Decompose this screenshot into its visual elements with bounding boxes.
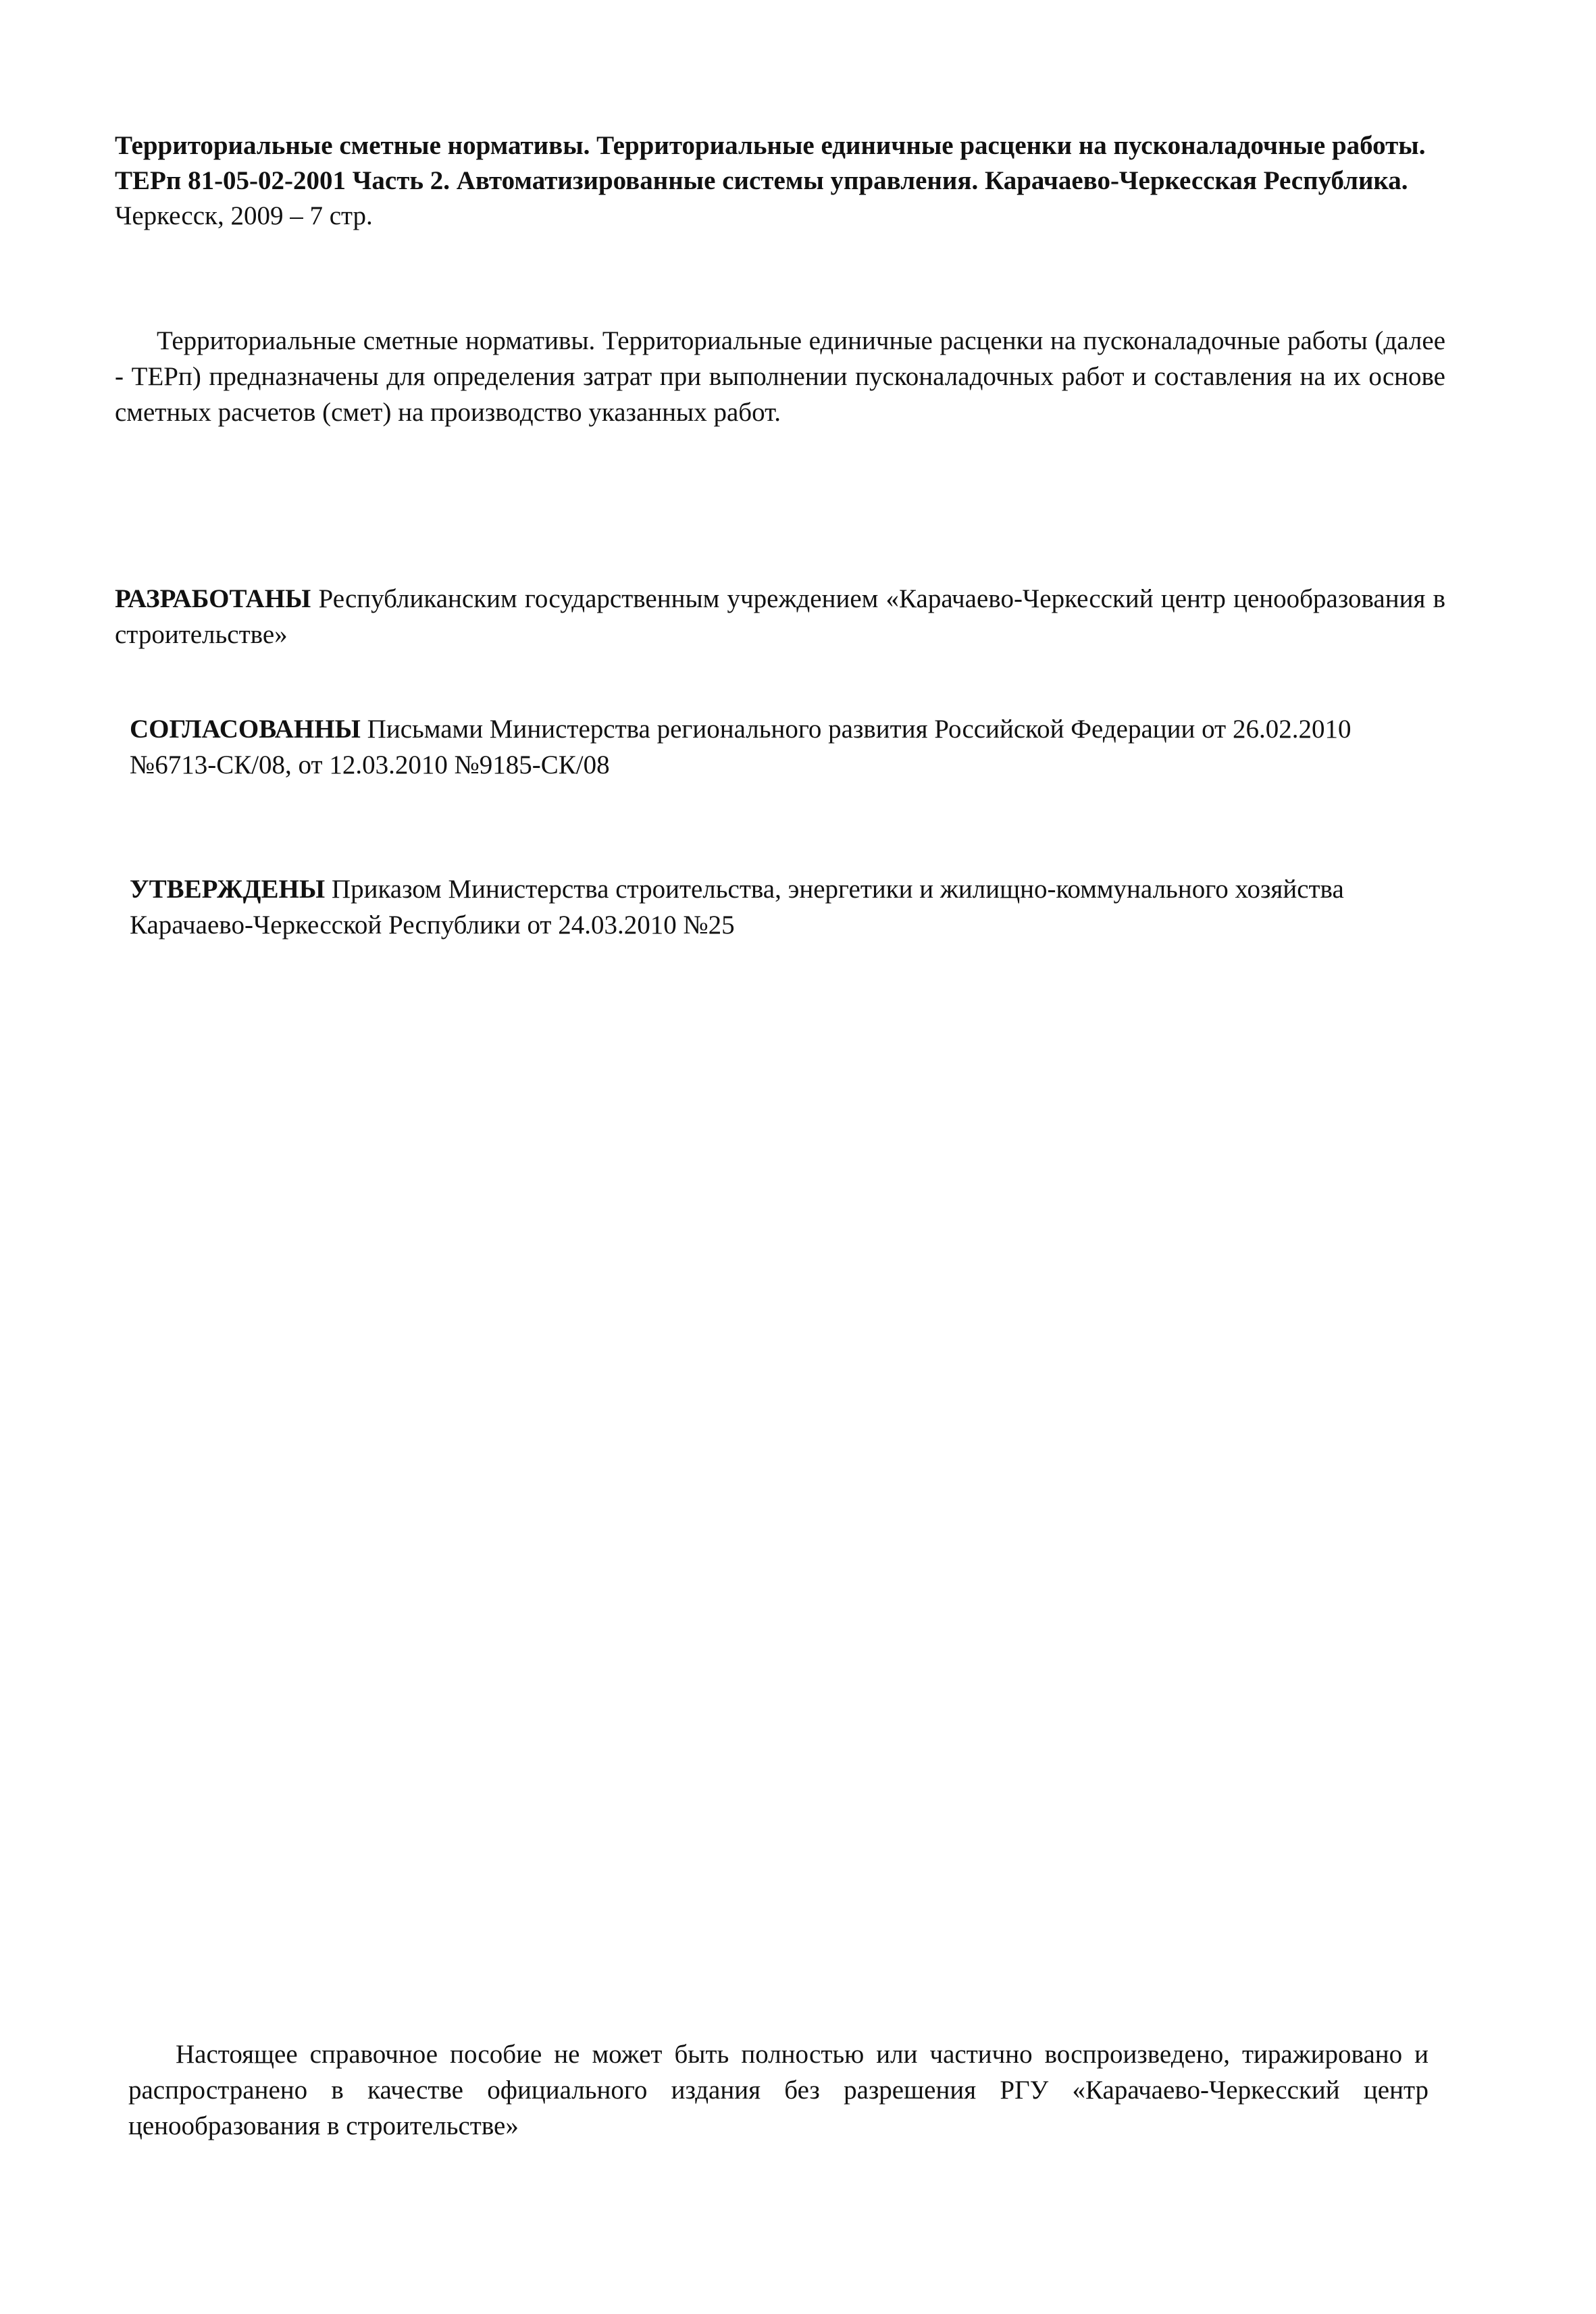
- imprint-line: Черкесск, 2009 – 7 стр.: [115, 201, 373, 230]
- agreed-section: [130, 711, 1413, 783]
- developed-text: Республиканским государственным учреждением «Карачаево-Черкесский центр ценообразования в строительстве»: [115, 584, 1445, 649]
- agreed-label: СОГЛАСОВАННЫ: [130, 715, 361, 744]
- approved-text: Приказом Министерства строительства, энергетики и жилищно-коммунального хозяйства Карачаево-Черкесской Республики от 24.03.2010 №25: [130, 875, 1344, 940]
- agreed-text: Письмами Министерства регионального развития Российской Федерации от 26.02.2010 №6713-СК/08, от 12.03.2010 №9185-СК/08: [130, 715, 1352, 779]
- approved-section: [130, 871, 1447, 943]
- document-designation: ТЕРп 81-05-02-2001 Часть 2. Автоматизированные системы управления. Карачаево-Черкесская Республика.: [115, 166, 1408, 195]
- copyright-notice: Настоящее справочное пособие не может быть полностью или частично воспроизведено, тиражировано и распространено в качестве официального издания без разрешения РГУ «Карачаево-Черкесский центр ценообразования в строительстве»: [128, 2040, 1428, 2140]
- intro-paragraph: Территориальные сметные нормативы. Территориальные единичные расценки на пусконаладочные работы (далее - ТЕРп) предназначены для определения затрат при выполнении пусконаладочных работ и составления на их основе сметных расчетов (смет) на производство указанных работ.: [115, 326, 1445, 427]
- document-title: Территориальные сметные нормативы. Территориальные единичные расценки на пусконаладочные работы.: [115, 131, 1426, 160]
- developed-label: РАЗРАБОТАНЫ: [115, 584, 311, 613]
- document-header: [115, 128, 1466, 234]
- approved-label: УТВЕРЖДЕНЫ: [130, 875, 326, 904]
- developed-by-section: [115, 581, 1445, 652]
